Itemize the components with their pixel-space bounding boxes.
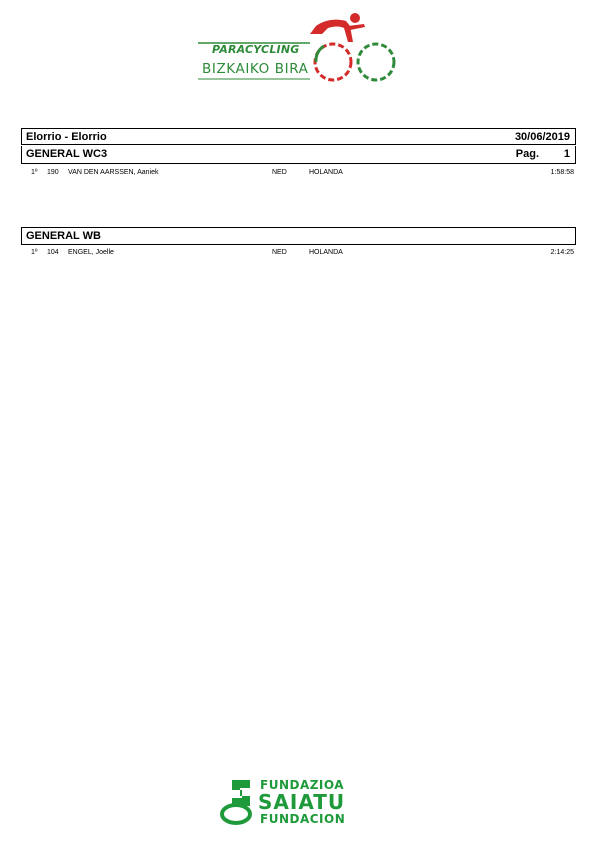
logo-line-fundazioa: FUNDAZIOA (260, 778, 345, 792)
time: 1:58:58 (550, 169, 574, 176)
logo-line-paracycling: PARACYCLING (212, 43, 300, 56)
fundazioa-saiatu-logo (220, 776, 376, 828)
logo-line-fundacion: FUNDACION (260, 812, 346, 826)
nationality: NED (272, 169, 287, 176)
race-date: 30/06/2019 (514, 131, 570, 143)
section-title: GENERAL WC3 (26, 148, 108, 160)
race-name: Elorrio - Elorrio (26, 131, 107, 143)
nationality: NED (272, 249, 287, 256)
section-header-wb (21, 227, 576, 245)
position: 1º (31, 249, 38, 256)
paracycling-logo (198, 12, 400, 86)
result-row (21, 249, 576, 261)
position: 1º (31, 169, 38, 176)
result-row (21, 169, 576, 181)
bib-number: 190 (47, 169, 59, 176)
page-label: Pag. (515, 148, 539, 160)
bib-number: 104 (47, 249, 59, 256)
saiatu-emblem-icon (220, 776, 260, 828)
section-header-wc3 (21, 146, 576, 164)
time: 2:14:25 (550, 249, 574, 256)
rider-name: ENGEL, Joelle (68, 249, 114, 256)
team: HOLANDA (309, 249, 343, 256)
race-header (21, 128, 576, 145)
rider-name: VAN DEN AARSSEN, Aaniek (68, 169, 159, 176)
logo-line-saiatu: SAIATU (258, 790, 346, 814)
logo-line-bizkaiko-bira: BIZKAIKO BIRA (202, 61, 309, 77)
page-number: 1 (563, 148, 570, 160)
section-title: GENERAL WB (26, 230, 101, 242)
team: HOLANDA (309, 169, 343, 176)
